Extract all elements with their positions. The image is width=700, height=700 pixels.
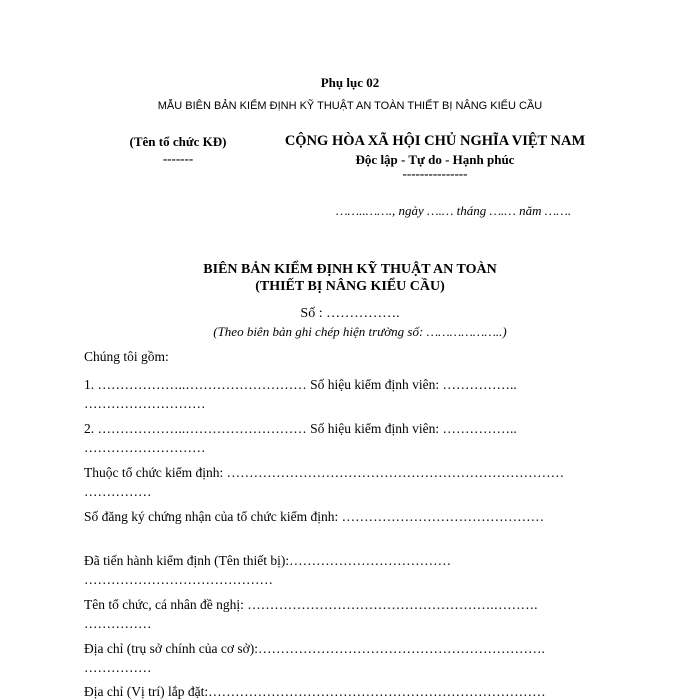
requester-line: Tên tổ chức, cá nhân đề nghị: ……………………………………………….………. bbox=[84, 597, 538, 612]
appendix-title: Phụ lục 02 bbox=[320, 75, 380, 90]
requester-cont: …………… bbox=[84, 616, 152, 631]
install-location-line: Địa chỉ (Vị trí) lắp đặt:………………………………………………………………… bbox=[84, 684, 546, 699]
nation-motto: Độc lập - Tự do - Hạnh phúc bbox=[355, 152, 515, 167]
nation-title: CỘNG HÒA XÃ HỘI CHỦ NGHĨA VIỆT NAM bbox=[284, 133, 586, 149]
organization-line: Thuộc tổ chức kiểm định: ………………………………………………………………… bbox=[84, 465, 565, 480]
org-dash: ------- bbox=[162, 151, 194, 166]
date-line: ……..……., ngày ….… tháng ….… năm ……. bbox=[336, 203, 572, 218]
org-name: (Tên tổ chức KĐ) bbox=[129, 134, 227, 149]
reference-line: (Theo biên bản ghi chép hiện trường số: ………………..) bbox=[213, 324, 507, 339]
form-name: MẪU BIÊN BẢN KIỂM ĐỊNH KỸ THUẬT AN TOÀN THIẾT BỊ NÂNG KIỂU CẦU bbox=[157, 100, 543, 112]
organization-cont: …………… bbox=[84, 484, 152, 499]
number-line: Số : ……………. bbox=[300, 306, 400, 321]
equipment-line: Đã tiến hành kiểm định (Tên thiết bị):……………………………… bbox=[84, 553, 452, 568]
inspector-1-cont: ……………………… bbox=[84, 396, 206, 411]
equipment-cont: …………………………………… bbox=[84, 572, 273, 587]
registration-line: Số đăng ký chứng nhận của tổ chức kiểm định: ……………………………………… bbox=[84, 509, 545, 524]
inspector-2-line: 2. ………………..……………………… Số hiệu kiểm định viên: …………….. bbox=[84, 421, 517, 436]
address-line: Địa chỉ (trụ sở chính của cơ sở):………………………………………………………. bbox=[84, 641, 545, 656]
address-cont: …………… bbox=[84, 660, 152, 675]
doc-title-line1: BIÊN BẢN KIỂM ĐỊNH KỸ THUẬT AN TOÀN bbox=[203, 262, 497, 277]
nation-dash: --------------- bbox=[402, 166, 468, 181]
inspector-2-cont: ……………………… bbox=[84, 440, 206, 455]
intro-text: Chúng tôi gồm: bbox=[84, 349, 169, 364]
inspector-1-line: 1. ………………..……………………… Số hiệu kiểm định viên: …………….. bbox=[84, 377, 517, 392]
doc-title-line2: (THIẾT BỊ NÂNG KIỂU CẦU) bbox=[255, 279, 445, 294]
